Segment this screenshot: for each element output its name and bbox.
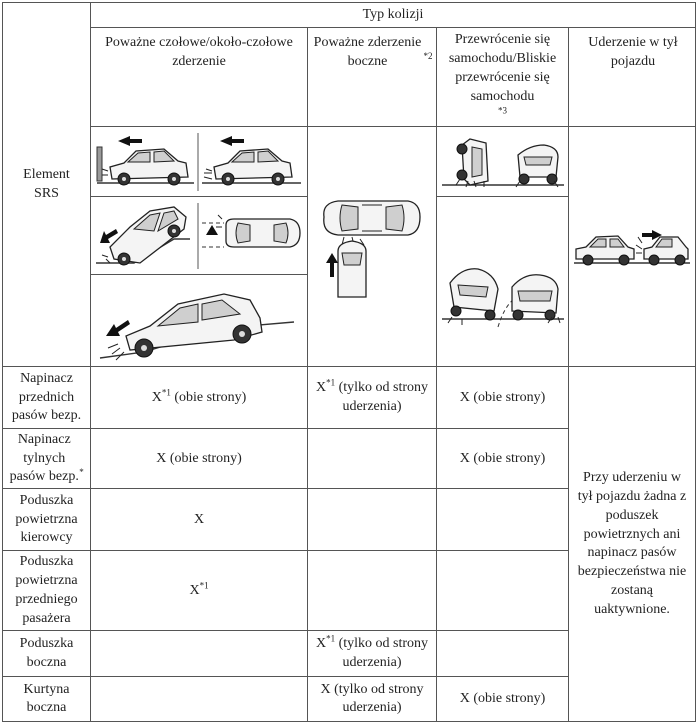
row-label: Napinacz tylnych pasów bezp.* <box>3 429 91 489</box>
table-row <box>3 367 696 429</box>
cell-side: $X^{*1}$ (tylko od strony uderzenia) <box>308 631 437 677</box>
column-header-side: Poważne zderzenie boczne $^{*2}$ <box>308 28 437 127</box>
rollover-illustration-1 <box>437 127 569 197</box>
cell-frontal: $X^{*1}$ (obie strony) <box>91 367 308 429</box>
cell-rollover <box>437 631 569 677</box>
frontal-illustration-2 <box>91 197 308 275</box>
cell-rollover <box>437 489 569 551</box>
cell-side: $X^{*1}$ (tylko od strony uderzenia) <box>308 367 437 429</box>
cell-frontal <box>91 677 308 722</box>
column-header-rear: Uderzenie w tył pojazdu <box>569 28 696 127</box>
frontal-illustration-1 <box>91 127 308 197</box>
cell-frontal: X (obie strony) <box>91 429 308 489</box>
rear-impact-note: Przy uderzeniu w tył pojazdu żadna z poduszek powietrznych ani napinacz pasów bezpieczeństwa nie zostaną uaktywnione. <box>569 367 696 722</box>
row-label: Poduszka powietrzna przedniego pasażera <box>3 551 91 631</box>
cell-rollover: X (obie strony) <box>437 677 569 722</box>
car-near-rollover-icon <box>440 207 566 357</box>
cell-frontal: $X^{*1}$ <box>91 551 308 631</box>
rear-illustration <box>569 127 696 367</box>
cell-rollover: X (obie strony) <box>437 429 569 489</box>
car-offset-collision-icon <box>94 199 304 273</box>
car-frontal-collision-icon <box>94 129 304 195</box>
srs-element-header: Element SRS <box>3 3 91 367</box>
rollover-illustration-2 <box>437 197 569 367</box>
cell-frontal: X <box>91 489 308 551</box>
cell-rollover: X (obie strony) <box>437 367 569 429</box>
cell-side <box>308 429 437 489</box>
srs-collision-table <box>2 2 696 722</box>
cell-side <box>308 551 437 631</box>
car-rear-impact-icon <box>572 225 692 269</box>
row-label: Napinacz przednich pasów bezp. <box>3 367 91 429</box>
cell-frontal <box>91 631 308 677</box>
car-side-collision-icon <box>312 187 432 307</box>
row-label: Kurtyna boczna <box>3 677 91 722</box>
side-illustration <box>308 127 437 367</box>
frontal-illustration-3 <box>91 275 308 367</box>
row-label: Poduszka powietrzna kierowcy <box>3 489 91 551</box>
column-header-frontal: Poważne czołowe/około-czołowe zderzenie <box>91 28 308 127</box>
cell-rollover <box>437 551 569 631</box>
row-label: Poduszka boczna <box>3 631 91 677</box>
column-header-rollover: Przewrócenie się samochodu/Bliskie przewrócenie się samochodu$^{*3}$ <box>437 28 569 127</box>
cell-side: X (tylko od strony uderzenia) <box>308 677 437 722</box>
car-frontal-slope-collision-icon <box>94 278 304 364</box>
car-rollover-icon <box>440 129 566 195</box>
collision-type-header: Typ kolizji <box>91 3 696 28</box>
cell-side <box>308 489 437 551</box>
